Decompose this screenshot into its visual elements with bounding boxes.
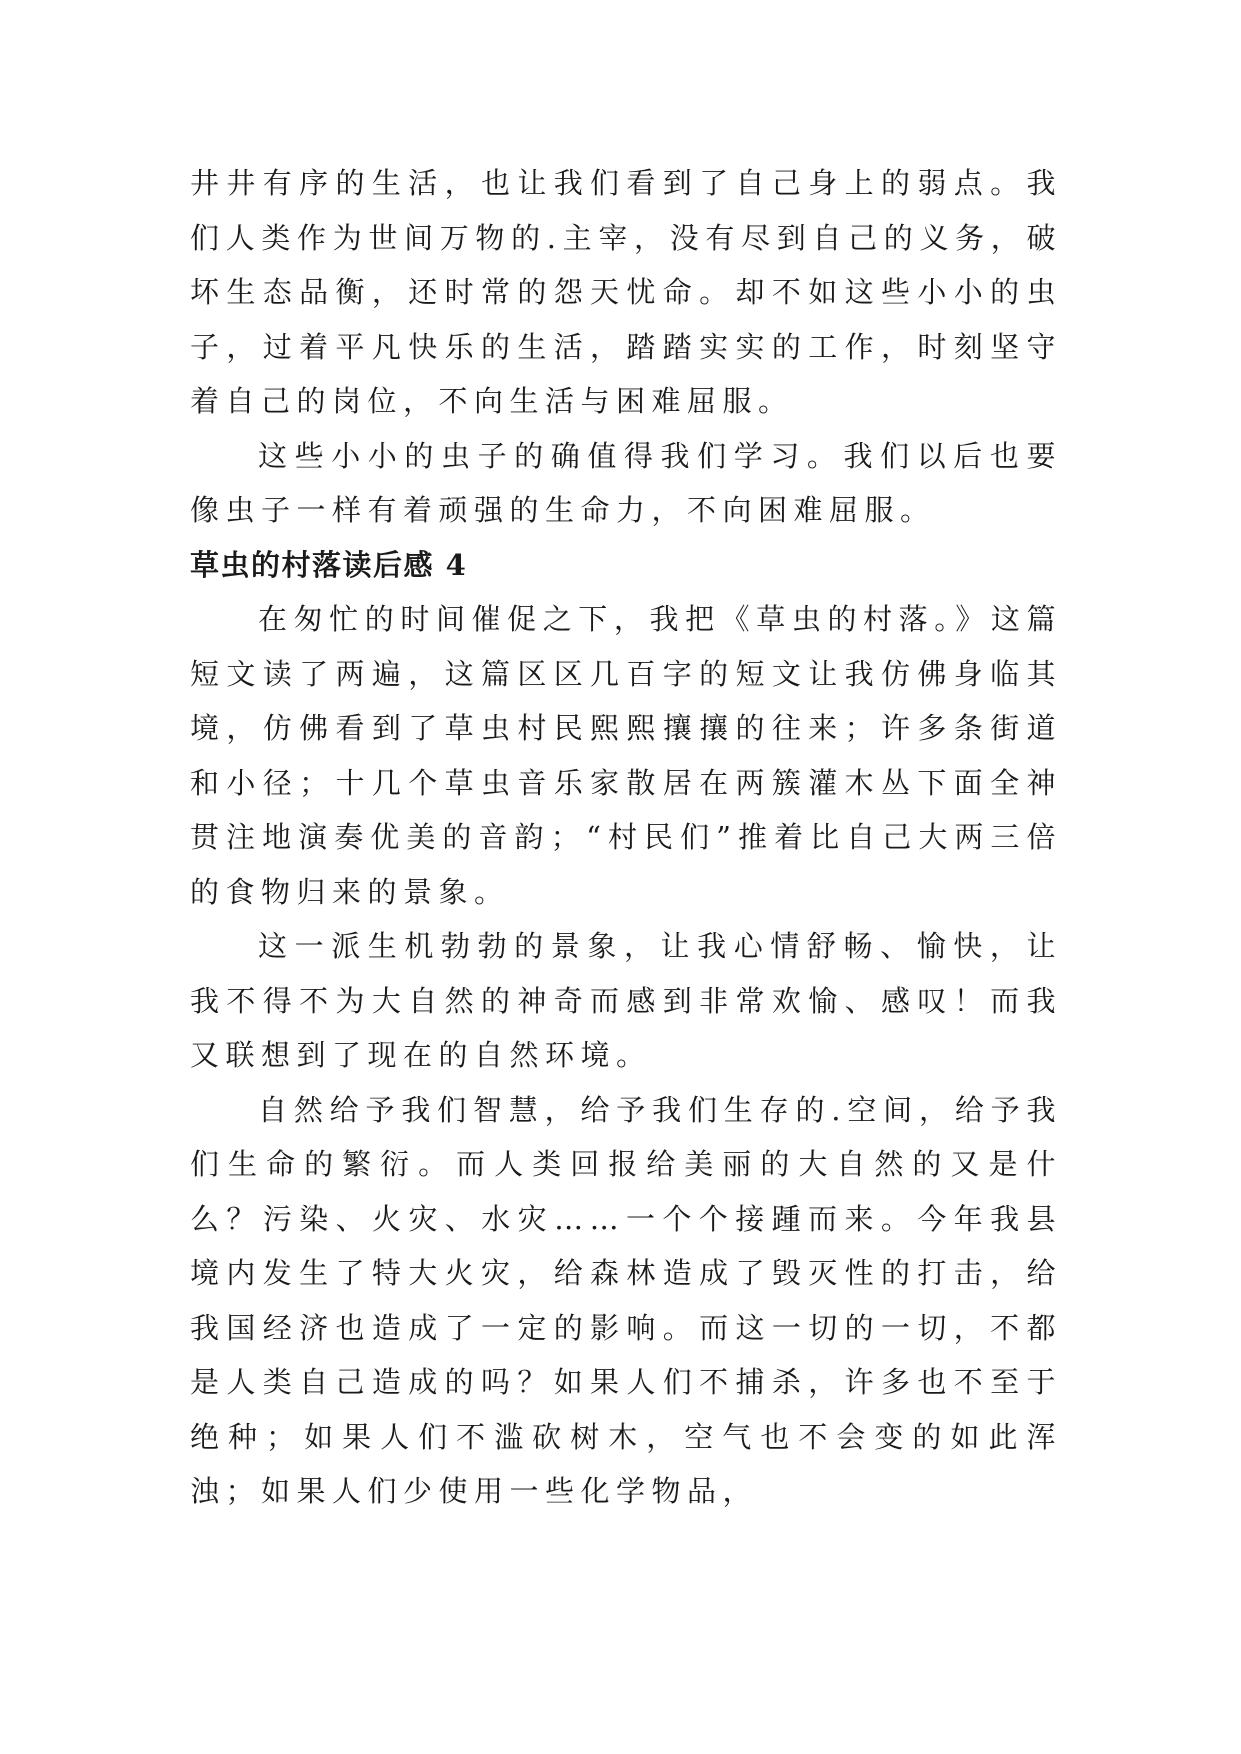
section-title: 草虫的村落读后感 4 bbox=[190, 547, 468, 582]
paragraph-1: 井井有序的生活，也让我们看到了自己身上的弱点。我们人类作为世间万物的.主宰，没有尽到自己的义务，破坏生态品衡，还时常的怨天忧命。却不如这些小小的虫子，过着平凡快乐的生活，踏踏实实的工作，时刻坚守着自己的岗位，不向生活与困难屈服。 bbox=[190, 166, 1062, 418]
document-body bbox=[190, 156, 1062, 1519]
paragraph-5: 自然给予我们智慧，给予我们生存的.空间，给予我们生命的繁衍。而人类回报给美丽的大自然的又是什么？污染、火灾、水灾……一个个接踵而来。今年我县境内发生了特大火灾，给森林造成了毁灭性的打击，给我国经济也造成了一定的影响。而这一切的一切，不都是人类自己造成的吗？如果人们不捕杀，许多也不至于绝种；如果人们不滥砍树木，空气也不会变的如此浑浊；如果人们少使用一些化学物品， bbox=[190, 1092, 1062, 1508]
paragraph-4: 这一派生机勃勃的景象，让我心情舒畅、愉快，让我不得不为大自然的神奇而感到非常欢愉、感叹！而我又联想到了现在的自然环境。 bbox=[190, 929, 1062, 1072]
paragraph-2: 这些小小的虫子的确值得我们学习。我们以后也要像虫子一样有着顽强的生命力，不向困难屈服。 bbox=[190, 438, 1062, 527]
paragraph-3: 在匆忙的时间催促之下，我把《草虫的村落。》这篇短文读了两遍，这篇区区几百字的短文让我仿佛身临其境，仿佛看到了草虫村民熙熙攘攘的往来；许多条街道和小径；十几个草虫音乐家散居在两簇灌木丛下面全神贯注地演奏优美的音韵；“村民们”推着比自己大两三倍的食物归来的景象。 bbox=[190, 602, 1062, 909]
